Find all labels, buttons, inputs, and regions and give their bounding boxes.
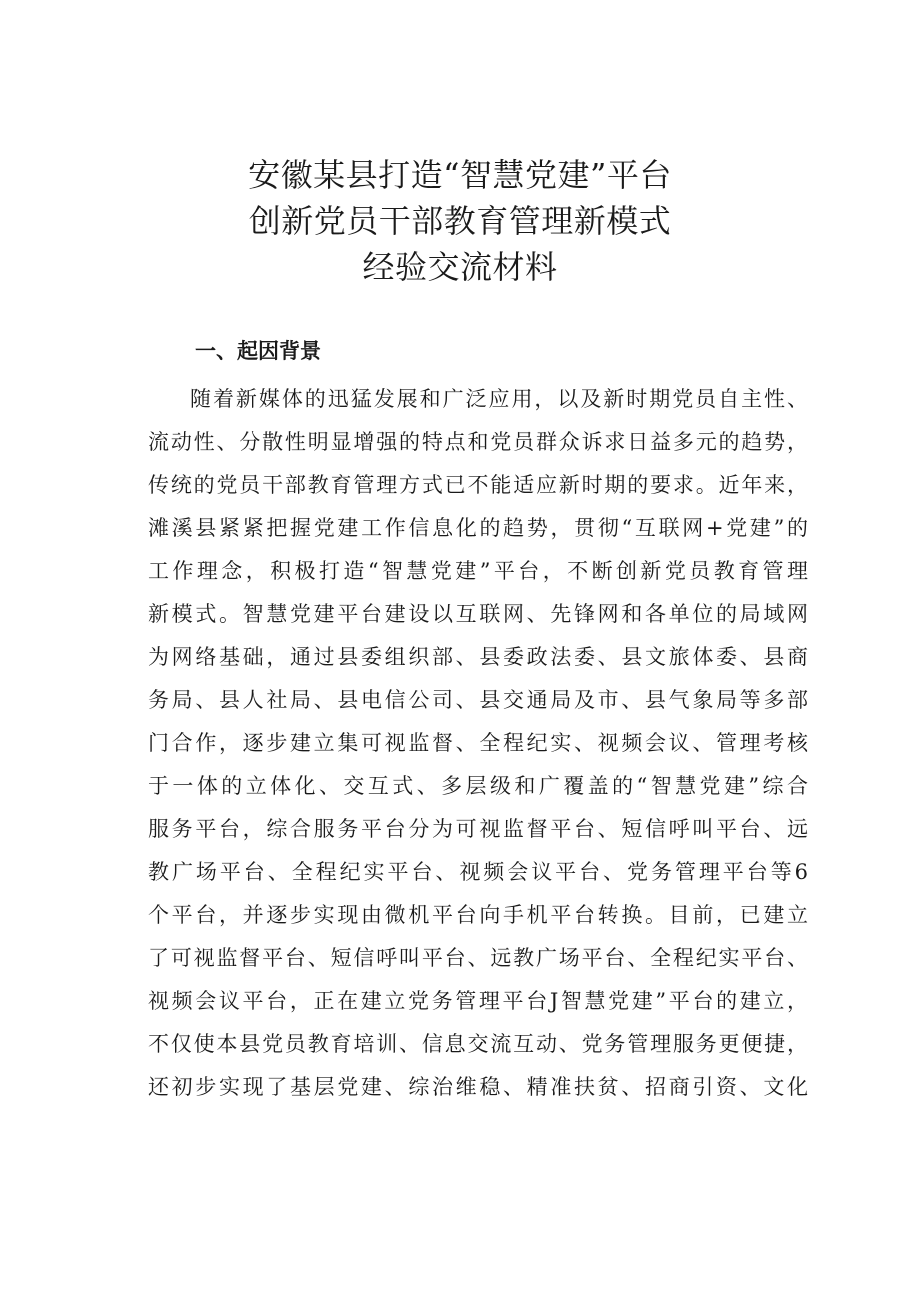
paragraph-line: 个平台，并逐步实现由微机平台向手机平台转换。目前，已建立	[148, 903, 808, 927]
paragraph-line: 新模式。智慧党建平台建设以互联网、先锋网和各单位的局域网	[148, 602, 808, 626]
paragraph-line: 为网络基础，通过县委组织部、县委政法委、县文旅体委、县商	[148, 645, 808, 669]
paragraph-line: 工作理念，积极打造“智慧党建”平台，不断创新党员教育管理	[148, 559, 808, 583]
paragraph-line: 视频会议平台，正在建立党务管理平台J智慧党建”平台的建立，	[148, 989, 808, 1013]
paragraph-line: 传统的党员干部教育管理方式已不能适应新时期的要求。近年来，	[148, 473, 808, 497]
title-line-2: 创新党员干部教育管理新模式	[248, 202, 672, 240]
section-heading: 一、起因背景	[195, 339, 321, 363]
paragraph-line: 门合作，逐步建立集可视监督、全程纪实、视频会议、管理考核	[148, 731, 808, 755]
paragraph-line: 务局、县人社局、县电信公司、县交通局及市、县气象局等多部	[148, 688, 808, 712]
body-paragraph	[148, 378, 808, 1109]
paragraph-line: 流动性、分散性明显增强的特点和党员群众诉求日益多元的趋势，	[148, 430, 808, 454]
paragraph-line: 教广场平台、全程纪实平台、视频会议平台、党务管理平台等6	[148, 860, 808, 884]
paragraph-line: 随着新媒体的迅猛发展和广泛应用，以及新时期党员自主性、	[190, 387, 808, 411]
paragraph-line: 了可视监督平台、短信呼叫平台、远教广场平台、全程纪实平台、	[148, 946, 808, 970]
paragraph-line: 还初步实现了基层党建、综治维稳、精准扶贫、招商引资、文化	[148, 1075, 808, 1099]
paragraph-line: 不仅使本县党员教育培训、信息交流互动、党务管理服务更便捷，	[148, 1032, 808, 1056]
paragraph-line: 于一体的立体化、交互式、多层级和广覆盖的“智慧党建”综合	[148, 774, 808, 798]
title-line-3: 经验交流材料	[362, 248, 558, 286]
title-line-1: 安徽某县打造“智慧党建”平台	[248, 156, 672, 194]
paragraph-line: 服务平台，综合服务平台分为可视监督平台、短信呼叫平台、远	[148, 817, 808, 841]
document-title	[0, 152, 920, 290]
paragraph-line: 滩溪县紧紧把握党建工作信息化的趋势，贯彻“互联网+党建”的	[148, 516, 808, 540]
